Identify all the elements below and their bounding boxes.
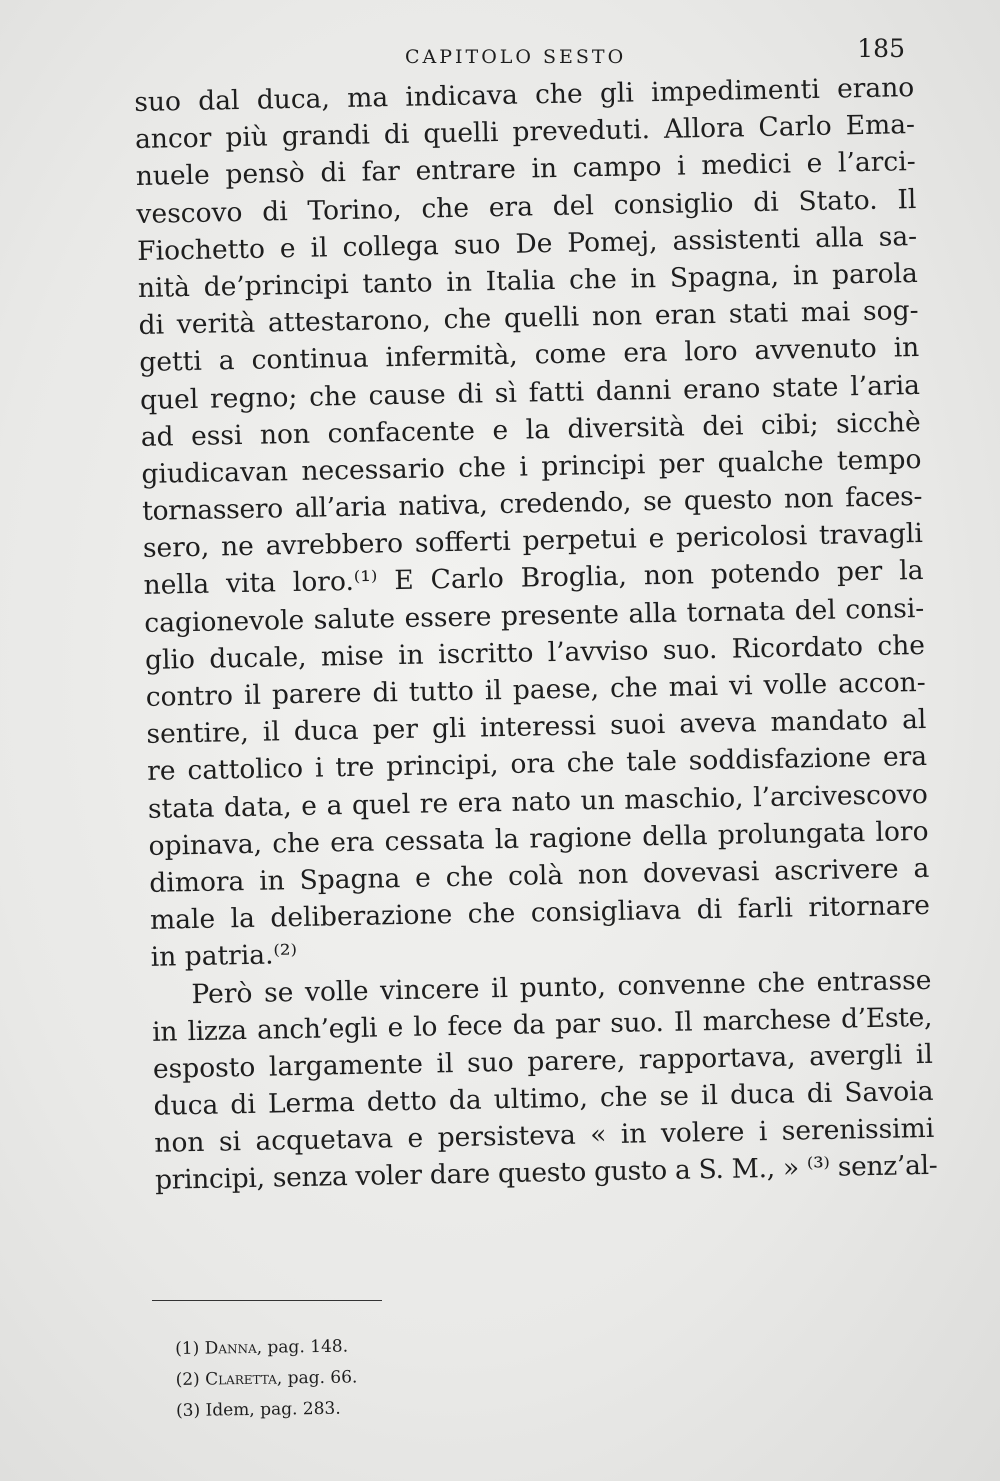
footnote [175,1362,357,1396]
text-line: glio ducale, mise in iscritto l’avviso suo. Ricordato che [144,629,926,676]
text-line: tornassero all’aria nativa, credendo, se questo non faces- [141,481,923,527]
text-line: contro il parere di tutto il paese, che mai vi volle accon- [145,666,926,713]
footnote-author: Idem [205,1399,250,1421]
text-line: quel regno; che cause di sì fatti danni erano state l’aria [139,369,921,416]
text-line: suo dal duca, ma indicava che gli impedimenti erano [134,72,915,118]
text-line: sentire, il duca per gli interessi suoi aveva mandato al [146,704,927,751]
text-line: ad essi non confacente e la diversità dei cibi; sicchè [140,406,921,453]
text-line: nella vita loro.⁽¹⁾ E Carlo Broglia, non potendo per la [143,555,924,602]
page-header [130,34,910,74]
text-line: cagionevole salute essere presente alla tornata del consi- [144,592,925,639]
footnotes [175,1331,358,1427]
text-line: dimora in Spagna e che colà non dovevasi ascrivere a [149,852,930,899]
text-line: nuele pensò di far entrare in campo i medici e l’arci- [135,146,916,193]
text-line: duca di Lerma detto da ultimo, che se il duca di Savoia [153,1075,934,1122]
text-line: Fiochetto e il collega suo De Pomej, assistenti alla sa- [136,220,918,267]
text-line: re cattolico i tre principi, ora che tale soddisfazione era [146,741,928,788]
text-line: nità de’principi tanto in Italia che in Spagna, in parola [137,257,919,304]
footnote-author: Danna [204,1337,257,1359]
footnote-ref: , pag. 148. [256,1336,349,1358]
footnote-author: Claretta [204,1368,277,1390]
text-line: in lizza anch’egli e lo fece da par suo. Il marchese d’Este, [151,1001,933,1048]
text-line: stata data, e a quel re era nato un maschio, l’arcivescovo [147,778,929,825]
text-line: sero, ne avrebbero sofferti perpetui e pericolosi travagli [142,518,924,565]
text-line: esposto largamente il suo parere, rapportava, avergli il [152,1038,934,1085]
text-line: vescovo di Torino, che era del consiglio di Stato. Il [136,183,917,230]
text-line: getti a continua infermità, come era loro avvenuto in [139,332,920,379]
text-line: ancor più grandi di quelli preveduti. Allora Carlo Ema- [134,109,916,156]
footnote-ref: , pag. 283. [249,1398,341,1420]
body-text [134,69,938,1199]
footnote-marker: (2) [175,1369,200,1390]
footnote-ref: , pag. 66. [276,1367,358,1389]
footnote-marker: (3) [175,1400,201,1421]
text-line: opinava, che era cessata la ragione della prolungata loro [148,815,929,862]
text-line: giudicavan necessario che i principi per qualche tempo [141,443,922,490]
footnote [175,1331,357,1365]
footnote-rule [152,1300,382,1301]
page-number: 185 [857,34,905,63]
text-line: di verità attestarono, che quelli non eran stati mai sog- [138,295,919,342]
text-line: principi, senza voler dare questo gusto a S. M., » ⁽³⁾ senz’al- [154,1150,938,1197]
text-line: in patria.⁽²⁾ [150,939,298,974]
running-title: CAPITOLO SESTO [405,46,627,68]
text-line: male la deliberazione che consigliava di farli ritornare [149,889,931,936]
footnote-marker: (1) [175,1338,200,1359]
text-line: non si acquetava e persisteva « in volere i serenissimi [154,1113,935,1160]
text-line: Però se volle vincere il punto, convenne che entrasse [191,964,932,1010]
footnote [176,1393,358,1427]
